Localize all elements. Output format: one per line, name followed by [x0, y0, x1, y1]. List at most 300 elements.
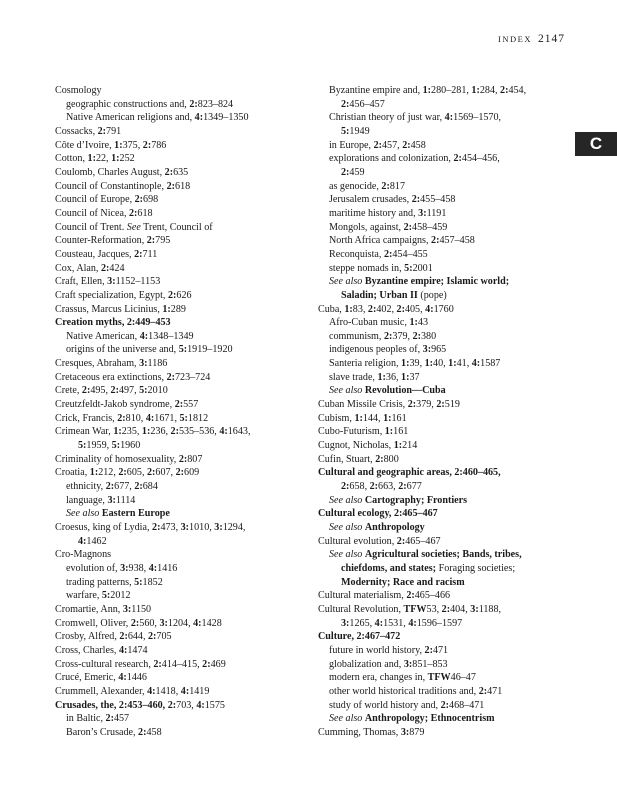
index-text-run: 144,: [362, 412, 384, 424]
index-text-run: 618: [137, 207, 153, 219]
index-text-run: 404,: [450, 603, 471, 615]
index-entry: [55, 398, 307, 412]
index-text-run: 2:: [166, 180, 176, 192]
index-text-run: 1010,: [189, 522, 215, 533]
index-text-run: 5:: [111, 440, 121, 452]
index-text-run: 1:: [89, 467, 99, 479]
index-text-run: 2:: [130, 617, 140, 629]
index-entry: [55, 289, 307, 303]
index-text-run: 2:: [134, 194, 144, 206]
index-entry: [55, 699, 307, 713]
index-entry: [318, 439, 558, 453]
index-text-run: Craft specialization, Egypt,: [55, 289, 168, 301]
index-text-run: 2:: [166, 371, 175, 383]
index-text-run: 235,: [121, 426, 142, 438]
index-text-run: language,: [66, 494, 108, 506]
index-text-run: 497,: [118, 385, 140, 397]
index-text-run: 4:: [193, 617, 202, 629]
index-text-run: 3:: [214, 522, 223, 533]
index-text-run: 1204,: [167, 617, 194, 629]
index-text-run: 711: [142, 248, 158, 260]
index-subentry: [318, 234, 558, 248]
index-text-run: 3:: [159, 617, 168, 629]
index-text-run: 83,: [352, 303, 368, 315]
index-subentry: [318, 193, 558, 207]
index-text-run: 684: [142, 481, 158, 493]
index-entry: [55, 466, 307, 480]
index-text-run: Cubism,: [318, 412, 355, 424]
index-text-run: communism,: [329, 330, 384, 342]
index-text-run: 236,: [150, 426, 171, 438]
index-text-run: 4:: [78, 535, 87, 547]
index-text-run: 459: [349, 166, 365, 178]
index-text-run: 457–458: [439, 235, 475, 247]
index-text-run: Crassus, Marcus Licinius,: [55, 303, 163, 315]
index-text-run: 3:: [107, 494, 116, 506]
index-text-run: 1:: [162, 303, 171, 315]
index-text-run: Native American religions and,: [66, 112, 195, 124]
index-text-run: 658,: [349, 481, 370, 493]
index-text-run: 289: [170, 303, 186, 315]
index-text-run: 380: [421, 330, 437, 342]
index-text-run: 37: [409, 371, 420, 383]
index-text-run: 703,: [176, 699, 197, 711]
index-text-run: 1446: [126, 672, 147, 684]
index-text-run: Native American,: [66, 330, 140, 342]
index-text-run: (pope): [417, 289, 447, 301]
index-text-run: Crucé, Emeric,: [55, 672, 119, 684]
index-text-run: Cultural evolution,: [318, 535, 397, 547]
index-text-run: 1:: [448, 358, 457, 370]
index-text-run: 4:: [147, 685, 156, 697]
index-text-run: 2:: [436, 399, 445, 411]
index-text-run: 2:: [148, 631, 157, 643]
index-text-run: 469: [210, 658, 226, 670]
index-entry: [55, 221, 307, 235]
index-entry: [55, 412, 307, 426]
index-text-run: 2:: [375, 453, 384, 465]
index-text-run: Reconquista,: [329, 248, 384, 260]
index-subentry: [318, 84, 558, 98]
index-text-run: 2:: [129, 207, 138, 219]
index-column-left: [55, 84, 307, 740]
index-text-run: TFW: [427, 672, 451, 684]
index-text-run: 2010: [147, 385, 168, 397]
index-text-run: Cretaceous era extinctions,: [55, 371, 167, 383]
index-text-run: 2:: [406, 590, 415, 602]
index-text-run: 4:: [196, 699, 205, 711]
index-text-run: 4:: [180, 685, 190, 697]
index-text-run: 1:: [87, 153, 96, 165]
index-text-run: other world historical traditions and,: [329, 685, 479, 697]
index-entry: [55, 166, 307, 180]
index-text-run: 1188,: [478, 603, 502, 615]
index-text-run: Crimean War,: [55, 426, 114, 438]
index-text-run: TFW: [403, 603, 427, 615]
index-subentry: [55, 494, 307, 508]
index-text-run: 644,: [127, 631, 148, 643]
index-text-run: 1:: [383, 412, 392, 424]
index-text-run: 626: [176, 289, 192, 301]
index-text-run: 2:: [152, 522, 161, 533]
index-text-run: See also: [329, 494, 363, 506]
index-text-run: chiefdoms, and states;: [341, 562, 437, 574]
index-subentry: [318, 644, 558, 658]
index-text-run: 677,: [114, 481, 135, 493]
index-text-run: 284,: [479, 85, 501, 96]
index-entry: [318, 425, 558, 439]
index-text-run: 2:: [412, 330, 421, 342]
index-subentry: [55, 111, 307, 125]
index-text-run: 43: [417, 317, 428, 329]
index-text-run: 214: [402, 440, 418, 452]
index-entry: [55, 644, 307, 658]
index-entry-continuation: [318, 576, 558, 590]
index-text-run: 2:: [119, 631, 128, 643]
index-text-run: Criminality of homosexuality,: [55, 453, 179, 465]
index-text-run: origins of the universe and,: [66, 344, 179, 356]
index-entry: [55, 152, 307, 166]
index-text-run: 1:: [422, 85, 432, 96]
index-text-run: 4:: [194, 112, 204, 124]
index-text-run: Cresques, Abraham,: [55, 358, 140, 370]
index-subentry: [55, 343, 307, 357]
index-subentry: [318, 248, 558, 262]
index-text-run: 161: [391, 412, 407, 424]
index-text-run: 1596–1597: [416, 617, 463, 629]
index-text-run: 1150: [131, 603, 152, 615]
index-text-run: 4:: [374, 617, 384, 629]
index-text-run: 4:: [444, 112, 454, 124]
index-text-run: Côte d’Ivoire,: [55, 139, 115, 151]
index-text-run: 495,: [90, 385, 111, 397]
index-text-run: 1949: [349, 125, 370, 137]
index-entry: [318, 398, 558, 412]
index-text-run: 465–467: [405, 535, 441, 547]
index-text-run: 2:: [440, 699, 450, 711]
index-text-run: modern era, changes in,: [329, 672, 428, 684]
index-entry: [55, 453, 307, 467]
index-entry: [55, 316, 307, 330]
index-text-run: slave trade,: [329, 371, 378, 383]
index-text-run: 1:: [409, 317, 418, 329]
index-text-run: 2:: [396, 535, 406, 547]
index-text-run: 2:: [341, 98, 350, 110]
index-text-run: 4:: [118, 644, 128, 656]
index-text-run: 2:: [398, 481, 407, 493]
index-text-run: Cubo-Futurism,: [318, 426, 385, 438]
index-text-run: 560,: [139, 617, 160, 629]
index-subentry: [318, 343, 558, 357]
index-text-run: 1:: [344, 303, 353, 315]
index-text-run: 698: [143, 194, 159, 206]
index-entry-continuation: [318, 166, 558, 180]
index-text-run: 1:: [401, 358, 410, 370]
index-entry: [318, 726, 558, 740]
index-entry: [318, 466, 558, 480]
index-entry: [318, 589, 558, 603]
index-label: INDEX: [498, 34, 532, 44]
index-text-run: 807: [187, 453, 203, 465]
index-text-run: 2:: [478, 685, 488, 697]
index-text-run: Byzantine empire; Islamic world;: [364, 276, 510, 288]
index-text-run: 3:: [400, 726, 410, 738]
index-text-run: Council of Trent.: [55, 221, 127, 233]
index-text-run: 2:: [369, 481, 379, 493]
index-entry: [55, 603, 307, 617]
index-text-run: 1349–1350: [203, 112, 249, 124]
index-text-run: 3:: [341, 617, 350, 629]
index-text-run: See also: [66, 508, 100, 520]
index-subentry: [55, 726, 307, 740]
index-text-run: 375,: [122, 139, 143, 151]
index-text-run: 212,: [98, 467, 119, 479]
index-entry: [55, 262, 307, 276]
index-subentry: [55, 98, 307, 112]
index-subentry: [55, 330, 307, 344]
index-text-run: Crummell, Alexander,: [55, 685, 148, 697]
index-entry: [55, 685, 307, 699]
index-text-run: 618: [175, 180, 191, 192]
index-text-run: See also: [329, 549, 363, 561]
index-text-run: Cufin, Stuart,: [318, 453, 376, 465]
index-subentry: [318, 712, 558, 726]
index-subentry: [318, 207, 558, 221]
index-text-run: 605,: [126, 467, 147, 479]
index-text-run: 1852: [142, 576, 163, 588]
index-text-run: 2:: [402, 139, 411, 151]
index-text-run: 2:: [164, 166, 174, 178]
index-subentry: [55, 480, 307, 494]
index-entry: [55, 193, 307, 207]
index-text-run: 2:: [424, 644, 433, 656]
index-text-run: 2012: [110, 590, 131, 602]
index-text-run: 3:: [403, 658, 413, 670]
index-text-run: 1416: [157, 562, 178, 574]
index-text-run: 5:: [179, 412, 188, 424]
index-text-run: 4:: [145, 412, 155, 424]
index-text-run: 457: [113, 713, 130, 725]
index-text-run: 1114: [115, 494, 136, 506]
index-text-run: Crusades, the, 2:453–460,: [55, 699, 168, 711]
index-text-run: 161: [393, 426, 409, 438]
index-text-run: Culture, 2:467–472: [318, 631, 401, 643]
index-text-run: Council of Constantinople,: [55, 180, 167, 192]
index-text-run: Cugnot, Nicholas,: [318, 440, 394, 452]
index-text-run: 2:: [178, 453, 188, 465]
index-text-run: Eastern Europe: [101, 508, 170, 520]
index-entry: [318, 603, 558, 617]
index-text-run: steppe nomads in,: [329, 262, 405, 274]
index-text-run: 2:: [367, 303, 377, 315]
index-text-run: in Europe,: [329, 139, 374, 151]
index-text-run: Cousteau, Jacques,: [55, 248, 135, 260]
index-text-run: Cuban Missile Crisis,: [318, 399, 408, 411]
index-text-run: 879: [409, 726, 425, 738]
index-text-run: 424: [109, 262, 125, 274]
index-text-run: 1474: [127, 644, 148, 656]
index-text-run: 557: [183, 399, 199, 411]
index-text-run: 851–853: [412, 658, 448, 670]
index-text-run: Anthropology; Ethnocentrism: [364, 713, 495, 725]
index-text-run: Cuba,: [318, 303, 345, 315]
index-text-run: Mongols, against,: [329, 221, 404, 233]
index-text-run: 810,: [125, 412, 146, 424]
index-text-run: Cross, Charles,: [55, 644, 119, 656]
index-text-run: 1:: [384, 426, 394, 438]
index-text-run: 2:: [105, 713, 114, 725]
index-text-run: 4:: [118, 672, 127, 684]
index-text-run: 786: [151, 139, 167, 151]
index-text-run: Saladin; Urban II: [341, 289, 418, 301]
index-subentry: [318, 262, 558, 276]
index-text-run: 1:: [424, 358, 434, 370]
index-text-run: 1186: [147, 358, 168, 370]
index-subentry: [55, 712, 307, 726]
index-entry: [55, 671, 307, 685]
index-subentry: [318, 180, 558, 194]
index-text-run: 1:: [354, 412, 363, 424]
index-text-run: 1959,: [86, 440, 112, 452]
index-text-run: 1643,: [227, 426, 251, 438]
index-subentry: [318, 152, 558, 166]
index-entry: [55, 548, 307, 562]
index-text-run: 3:: [107, 276, 116, 288]
index-text-run: 800: [383, 453, 399, 465]
index-text-run: See also: [329, 276, 363, 288]
index-text-run: Cromwell, Oliver,: [55, 617, 131, 629]
index-text-run: 2:: [396, 303, 405, 315]
index-entry: [55, 617, 307, 631]
index-text-run: 46–47: [450, 672, 476, 684]
index-subentry: [318, 521, 558, 535]
index-text-run: Cox, Alan,: [55, 262, 101, 274]
index-text-run: 965: [431, 344, 447, 356]
index-text-run: See also: [329, 713, 363, 725]
index-text-run: 4:: [425, 303, 434, 315]
index-text-run: 454–455: [392, 248, 428, 260]
index-subentry: [55, 589, 307, 603]
index-text-run: warfare,: [66, 590, 102, 602]
index-text-run: Cossacks,: [55, 125, 98, 137]
index-text-run: 379,: [416, 399, 437, 411]
index-text-run: 3:: [120, 562, 129, 574]
index-text-run: 2:: [381, 180, 390, 192]
index-text-run: 2:: [134, 248, 143, 260]
index-text-run: 3:: [139, 358, 148, 370]
index-text-run: Cross-cultural research,: [55, 658, 154, 670]
index-text-run: 455–458: [420, 194, 456, 206]
index-text-run: 1:: [113, 426, 122, 438]
index-text-run: 663,: [378, 481, 399, 493]
index-text-run: 2:: [341, 166, 350, 178]
index-text-run: Cartography; Frontiers: [364, 494, 468, 506]
index-text-run: 471: [432, 644, 449, 656]
index-text-run: 535–536,: [178, 426, 220, 438]
index-subentry: [318, 685, 558, 699]
index-subentry: [318, 658, 558, 672]
index-text-run: 3:: [122, 603, 132, 615]
index-subentry: [318, 494, 558, 508]
index-text-run: 2:: [118, 467, 127, 479]
index-text-run: Cro-Magnons: [55, 549, 112, 561]
index-text-run: Byzantine empire and,: [329, 85, 423, 96]
index-entry: [55, 207, 307, 221]
index-text-run: 1569–1570,: [453, 112, 502, 124]
index-text-run: Santeria religion,: [329, 358, 402, 370]
index-text-run: 5:: [101, 590, 111, 602]
index-text-run: 1:: [471, 85, 480, 96]
index-subentry: [318, 316, 558, 330]
index-text-run: future in world history,: [329, 644, 425, 656]
index-text-run: Christian theory of just war,: [329, 112, 445, 124]
section-thumb-tab: [575, 132, 617, 156]
index-subentry: [55, 507, 307, 521]
index-text-run: Council of Europe,: [55, 194, 135, 206]
index-text-run: 1265,: [349, 617, 375, 629]
index-subentry: [318, 371, 558, 385]
page-number: 2147: [538, 33, 565, 45]
index-text-run: 2:: [146, 235, 156, 247]
index-text-run: 2:: [134, 481, 143, 493]
index-text-run: 4:: [408, 617, 417, 629]
index-text-run: evolution of,: [66, 562, 121, 574]
index-text-run: 2:: [175, 467, 185, 479]
index-text-run: 2:: [341, 481, 350, 493]
index-text-run: 2:: [142, 139, 152, 151]
index-text-run: 1:: [141, 426, 151, 438]
index-text-run: 2:: [174, 399, 184, 411]
index-text-run: 5:: [134, 576, 143, 588]
index-text-run: 53,: [426, 603, 442, 615]
index-subentry: [318, 221, 558, 235]
index-text-run: 2:: [153, 658, 162, 670]
index-text-run: 1418,: [155, 685, 181, 697]
index-entry: [318, 535, 558, 549]
index-entry: [318, 507, 558, 521]
index-text-run: 609: [184, 467, 200, 479]
index-text-run: 1191: [426, 207, 447, 219]
index-text-run: 635: [173, 166, 189, 178]
index-text-run: Coulomb, Charles August,: [55, 166, 165, 178]
index-text-run: Foraging societies;: [436, 562, 516, 574]
index-text-run: 1587: [480, 358, 501, 370]
index-text-run: 39,: [409, 358, 425, 370]
index-text-run: 2:: [202, 658, 211, 670]
index-text-run: 1348–1349: [148, 330, 194, 342]
index-text-run: 2:: [189, 98, 198, 110]
index-text-run: Counter-Reformation,: [55, 235, 147, 247]
index-text-run: indigenous peoples of,: [329, 344, 423, 356]
index-entry: [55, 658, 307, 672]
index-text-run: 2:: [373, 139, 382, 151]
index-text-run: 705: [156, 631, 172, 643]
index-text-run: Afro-Cuban music,: [329, 317, 410, 329]
index-text-run: 2:: [117, 412, 126, 424]
index-entry-continuation: [55, 535, 307, 549]
index-text-run: 1575: [204, 699, 225, 711]
index-subentry: [318, 275, 558, 289]
index-text-run: 5:: [341, 125, 350, 137]
index-subentry: [318, 357, 558, 371]
index-entry: [55, 357, 307, 371]
index-text-run: 40,: [433, 358, 449, 370]
index-text-run: 2:: [170, 426, 179, 438]
index-text-run: Baron’s Crusade,: [66, 726, 139, 738]
index-entry: [55, 630, 307, 644]
index-subentry: [318, 671, 558, 685]
index-entry-continuation: [318, 617, 558, 631]
